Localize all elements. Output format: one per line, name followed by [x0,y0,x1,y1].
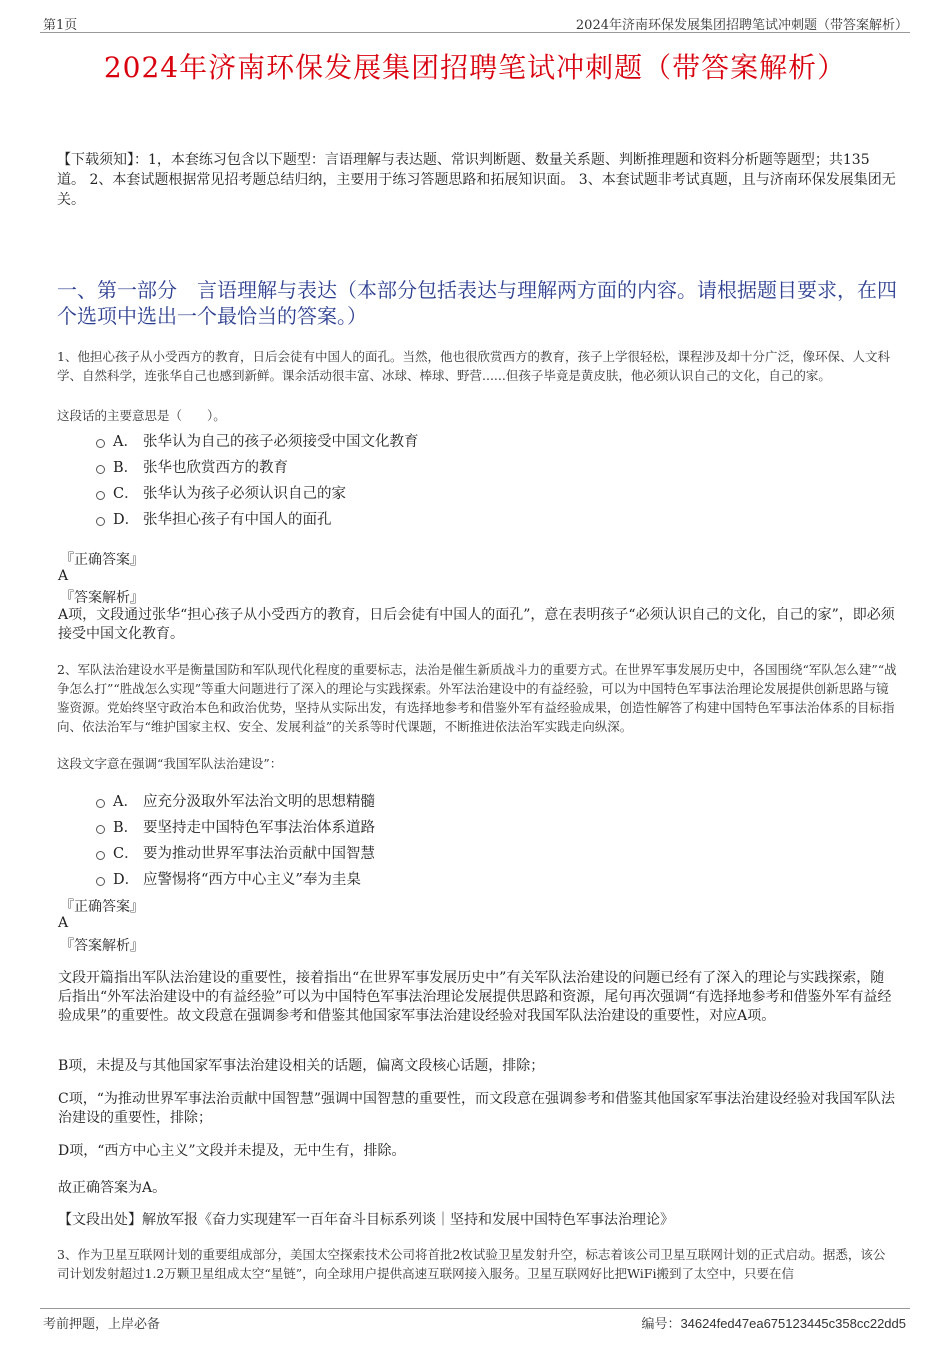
q2-option-a[interactable] [96,790,375,811]
option-letter: D． [113,512,140,528]
q2-analysis-para-2: B项，未提及与其他国家军事法治建设相关的话题，偏离文段核心话题，排除； [58,1058,545,1074]
header-divider [40,32,910,33]
option-text: 应充分汲取外军法治文明的思想精髓 [143,794,375,810]
radio-icon[interactable] [96,517,105,526]
q2-option-b[interactable] [96,816,375,837]
option-text: 张华认为孩子必须认识自己的家 [143,486,346,502]
footer-divider [40,1308,910,1309]
footer-slogan: 考前押题，上岸必备 [43,1317,161,1332]
q2-source: 【文段出处】解放军报《奋力实现建军一百年奋斗目标系列谈｜坚持和发展中国特色军事法治理论》 [58,1212,674,1228]
q2-answer-label: 『正确答案』 [60,899,144,915]
q2-option-c[interactable] [96,842,375,863]
q3-stem: 3、作为卫星互联网计划的重要组成部分，美国太空探索技术公司将首批2枚试验卫星发射升空，标志着该公司卫星互联网计划的正式启动。据悉，该公司计划发射超过1.2万颗卫星组成太空“星链”，向全球用户提供高速互联网接入服务。卫星互联网好比把WiFi搬到了太空中，只要在信 [57,1247,886,1281]
option-text: 张华认为自己的孩子必须接受中国文化教育 [143,434,419,450]
option-letter: B． [113,460,139,476]
option-text: 要坚持走中国特色军事法治体系道路 [143,820,375,836]
q1-option-c[interactable] [96,482,346,503]
q2-analysis-para-4: D项，“西方中心主义”文段并未提及，无中生有，排除。 [58,1143,406,1159]
option-text: 要为推动世界军事法治贡献中国智慧 [143,846,375,862]
q2-analysis-para-5: 故正确答案为A。 [58,1180,167,1196]
q1-analysis-label: 『答案解析』 [60,590,144,606]
option-letter: D． [113,872,140,888]
option-letter: B． [113,820,139,836]
q1-option-a[interactable] [96,430,419,451]
page-number: 第1页 [43,18,78,33]
option-text: 张华担心孩子有中国人的面孔 [143,512,332,528]
q1-answer-label: 『正确答案』 [60,552,144,568]
option-letter: C． [113,846,139,862]
q2-question: 这段文字意在强调“我国军队法治建设”： [57,756,283,771]
q1-question: 这段话的主要意思是（ ）。 [57,408,226,423]
footer-serial: 编号：34624fed47ea675123445c358cc22dd5 [641,1316,906,1331]
radio-icon[interactable] [96,799,105,808]
q1-option-d[interactable] [96,508,332,529]
q2-analysis-label: 『答案解析』 [60,938,144,954]
q2-answer: A [58,915,69,931]
radio-icon[interactable] [96,851,105,860]
section-title: 一、第一部分 言语理解与表达（本部分包括表达与理解两方面的内容。请根据题目要求，在四个选项中选出一个最恰当的答案。） [57,278,897,328]
q1-stem: 1、他担心孩子从小受西方的教育，日后会徒有中国人的面孔。当然，他也很欣赏西方的教育，孩子上学很轻松，课程涉及却十分广泛，像环保、人文科学、自然科学，连张华自己也感到新鲜。课余活动很丰富、冰球、棒球、野营......但孩子毕竟是黄皮肤，他必须认识自己的文化，自己的家。 [57,349,890,383]
radio-icon[interactable] [96,877,105,886]
document-title: 2024年济南环保发展集团招聘笔试冲刺题（带答案解析） [103,51,847,84]
q2-stem: 2、军队法治建设水平是衡量国防和军队现代化程度的重要标志，法治是催生新质战斗力的重要方式。在世界军事发展历史中，各国围绕“军队怎么建”“战争怎么打”“胜战怎么实现”等重大问题进行了深入的理论与实践探索。外军法治建设中的有益经验，可以为中国特色军事法治理论发展提供创新思路与镜鉴资源。党始终坚守政治本色和政治优势，坚持从实际出发，有选择地参考和借鉴外军有益经验成果，创造性解答了构建中国特色军事法治体系的目标指向、依法治军与“维护国家主权、安全、发展利益”的关系等时代课题，不断推进依法治军实践走向纵深。 [57,662,897,734]
radio-icon[interactable] [96,465,105,474]
option-letter: A． [113,794,138,810]
q1-answer: A [58,568,69,584]
radio-icon[interactable] [96,491,105,500]
q2-option-d[interactable] [96,868,361,889]
option-text: 应警惕将“西方中心主义”奉为圭臬 [143,872,361,888]
header-doc-title: 2024年济南环保发展集团招聘笔试冲刺题（带答案解析） [575,18,908,33]
option-text: 张华也欣赏西方的教育 [143,460,288,476]
option-letter: C． [113,486,139,502]
radio-icon[interactable] [96,825,105,834]
q1-option-b[interactable] [96,456,288,477]
q2-analysis-para-1: 文段开篇指出军队法治建设的重要性，接着指出“在世界军事发展历史中”有关军队法治建设的问题已经有了深入的理论与实践探索，随后指出“外军法治建设中的有益经验”可以为中国特色军事法治理论发展提供思路和资源，尾句再次强调“有选择地参考和借鉴外军有益经验成果”的重要性。故文段意在强调参考和借鉴其他国家军事法治建设经验对我国军队法治建设的重要性，对应A项。 [58,970,892,1024]
option-letter: A． [113,434,138,450]
q1-analysis: A项，文段通过张华“担心孩子从小受西方的教育，日后会徒有中国人的面孔”，意在表明孩子“必须认识自己的文化，自己的家”，即必须接受中国文化教育。 [58,607,895,642]
radio-icon[interactable] [96,439,105,448]
download-notice: 【下载须知】：1，本套练习包含以下题型：言语理解与表达题、常识判断题、数量关系题、判断推理题和资料分析题等题型；共135道。 2、本套试题根据常见招考题总结归纳，主要用于练习答题思路和拓展知识面。 3、本套试题非考试真题，且与济南环保发展集团无关。 [57,152,896,208]
q2-analysis-para-3: C项，“为推动世界军事法治贡献中国智慧”强调中国智慧的重要性，而文段意在强调参考和借鉴其他国家军事法治建设经验对我国军队法治建设的重要性，排除； [58,1091,896,1126]
